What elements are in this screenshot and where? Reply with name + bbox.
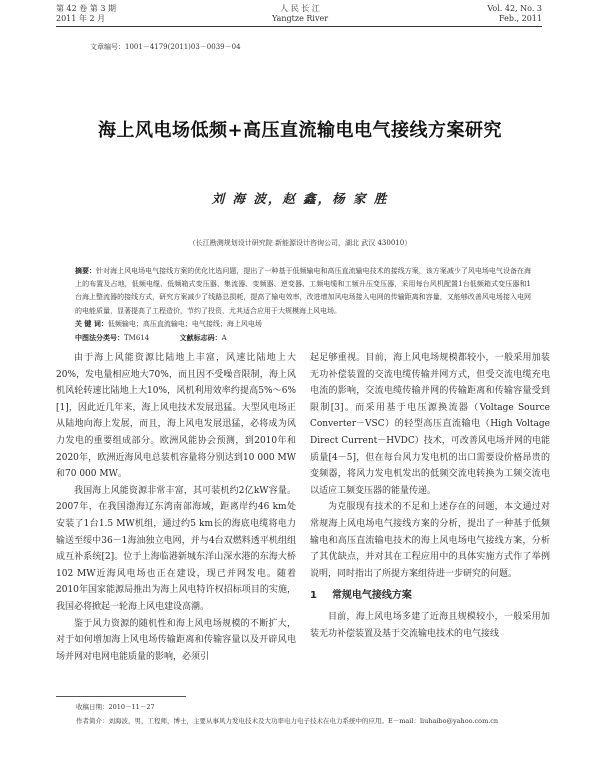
abstract-label: 摘要：: [75, 266, 97, 275]
header-divider: [56, 26, 542, 27]
keywords-text: 低频输电；高压直流输电；电气接线；海上风电场: [107, 320, 262, 328]
abstract-text: 针对海上风电场电气接线方案的优化比选问题，提出了一种基于低频输电和高压直流输电技术的接线方案，该方案减少了风电场电气设备在海上的布置及占地，低频电缆、低频箱式变压器、集流器、变频器、逆变器、工频电缆和工频升压变压器，采用每台风机配置1台低频箱式变压器和1台海上整流器的接线方式，研究方案减少了线路总损耗，提高了输电效率，改进增加风电场接入电网的传输距离和容量，又能够改善风电场接入电网的电能质量，显著提高了工程造价，节约了投资，尤其适合应用于大规模海上风电场。: [75, 267, 531, 315]
keywords: [75, 319, 262, 329]
affiliation: （长江勘测规划设计研究院 新能源设计咨询公司，湖北 武汉 430010）: [188, 239, 412, 247]
author-list: 刘 海 波，赵 鑫，杨 家 胜: [211, 191, 389, 206]
article-number: 文章编号：1001－4179(2011)03－0039－04: [90, 43, 241, 51]
author-bio: 作者简介：刘海波，男，工程师，博士，主要从事风力发电技术及大功率电力电子技术在电力系统中的应用。E－mail：liuhaibo@yahoo.com.cn: [76, 717, 499, 725]
body-column-left: [56, 350, 296, 665]
clc-value: TM614: [124, 334, 150, 342]
section-heading: [310, 588, 550, 605]
running-header: [0, 4, 600, 36]
paper-title: 海上风电场低频+高压直流输电电气接线方案研究: [97, 120, 503, 141]
body-paragraph: 我国海上风能资源非常丰富，其可装机约2亿kW容量。2007年，在我国渤海辽东湾南部海域，距离岸约46 km处安装了1台1.5 MW机组，通过约5 km长的海底电缆将电力输送至绥中36－1海油独立电网，并与4台双燃料透平机组组成互补系统[2]。位于上海临港新城东洋山深水港的东海大桥102 MW近海风电场也正在建设，现已并网发电。随着2010年国家能源局推出为海上风电特许权招标项目的实施，我国必将掀起一轮海上风电建设高潮。: [56, 485, 296, 612]
body-paragraph: 目前，海上风电场多建了近海且规模较小，一般采用加装无功补偿装置及基于交流输电技术的电气接线: [310, 611, 550, 639]
journal-name-cn: 人 民 长 江: [280, 4, 320, 13]
body-paragraph: 为克服现有技术的不足和上述存在的问题，本文通过对常规海上风电场电气接线方案的分析，提出了一种基于低频输电和高压直流输电技术的海上风电场电气接线方案，分析了其优缺点，并对其在工程应用中的具体实施方式作了举例说明，同时指出了所提方案组待进一步研究的问题。: [310, 502, 550, 579]
body-column-right: [310, 350, 550, 642]
classification-line: [75, 333, 227, 343]
doc-code-value: A: [221, 334, 227, 342]
header-right: [487, 4, 542, 24]
footnote-divider: [56, 696, 186, 697]
journal-volume-cn: 第 42 卷 第 3 期: [56, 4, 116, 13]
section-number: 1: [310, 590, 317, 602]
journal-date-en: Feb., 2011: [499, 14, 542, 23]
keywords-label: 关 键 词：: [75, 319, 108, 328]
abstract: [75, 264, 531, 318]
journal-volume-en: Vol. 42, No. 3: [487, 4, 542, 13]
clc-label: 中图法分类号：: [75, 333, 124, 342]
doc-code-label: 文献标志码：: [179, 333, 222, 342]
body-paragraph: 鉴于风力资源的随机性和海上风电场规模的不断扩大，对于如何增加海上风电场传输距离和传输容量以及开辟风电场并网对电网电能质量的影响，必须引: [56, 618, 296, 662]
body-paragraph: 由于海上风能资源比陆地上丰富，风速比陆地上大20%，发电量相应地大70%，而且因不受噪音限制，海上风机风轮转速比陆地上大10%，风机利用效率约提高5%～6%[1]，因此近几年来，海上风电技术发展迅猛。大型风电场正从陆地向海上发展，而且，海上风电发展迅猛，必将成为风力发电的重要组成部分。欧洲风能协会预测，到2010年和2020年，欧洲近海风电总装机容量将分别达到10 000 MW和70 000 MW。: [56, 353, 296, 480]
journal-name-en: Yangtze River: [271, 14, 329, 23]
journal-date-cn: 2011 年 2 月: [56, 14, 106, 23]
received-date: 收稿日期：2010－11－27: [76, 703, 155, 711]
body-paragraph: 起足够重视。目前，海上风电场规模都较小，一般采用加装无功补偿装置的交流电缆传输并网方式，但受交流电缆充电电流的影响，交流电缆传输并网的传输距离和传输容量受到限制[3]。而采用基于电压源换流器（Voltage Source Converter－VSC）的轻型高压直流输电（High Voltage Direct Current－HVDC）技术，可改善风电场并网的电能质量[4－5]，但在每台风力发电机的出口需要设价格昂贵的变频器，将风力发电机发出的低频交流电转换为工频交流电以适应工频变压器的能量传递。: [310, 353, 550, 496]
section-title: 常规电气接线方案: [331, 590, 412, 602]
